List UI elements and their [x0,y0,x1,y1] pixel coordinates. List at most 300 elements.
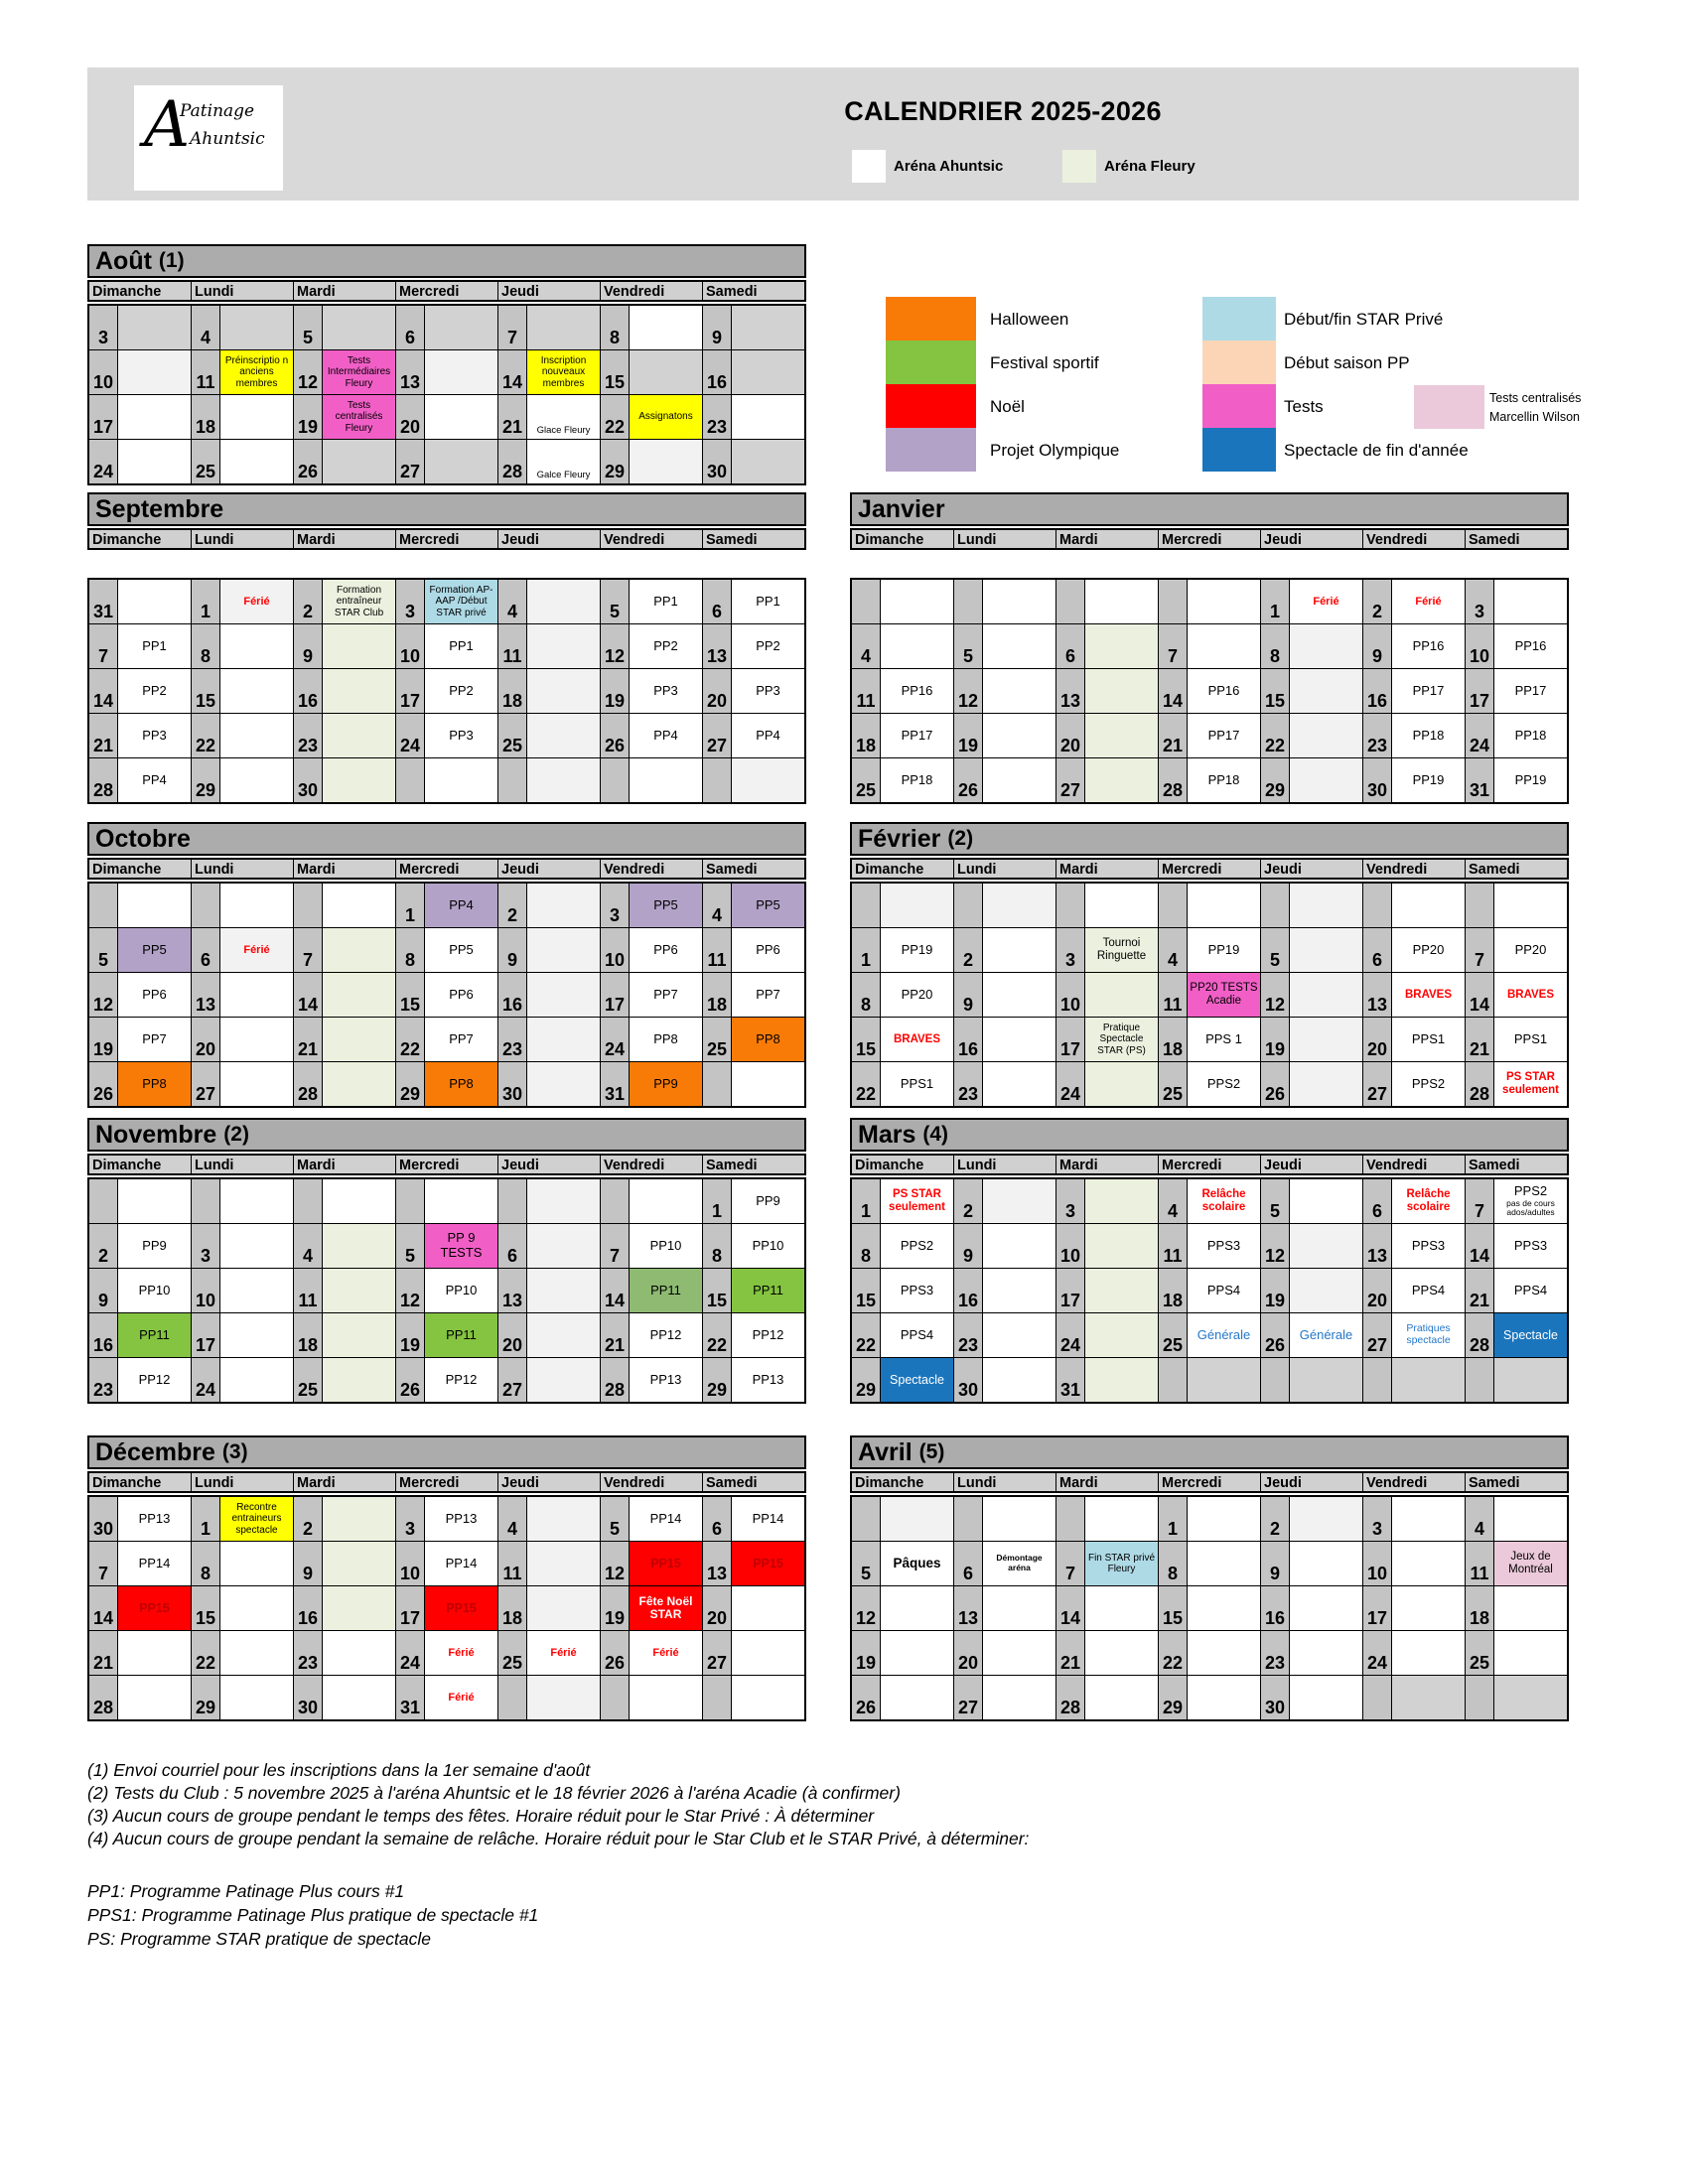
day-cell [601,669,703,713]
day-cell [294,624,396,668]
day-event [1392,1497,1465,1541]
day-event [425,669,497,713]
day-number: 21 [294,1018,323,1061]
day-cell [294,1631,396,1675]
day-number: 4 [192,306,220,349]
day-cell [396,714,498,757]
day-event-label: PP5 [756,896,780,912]
week-row [89,1542,804,1586]
week-row [852,1497,1567,1542]
month-title-suffix: (2) [223,1123,249,1146]
day-cell [1466,1631,1567,1675]
day-cell [601,714,703,757]
day-event [1392,1676,1465,1719]
day-number: 16 [294,669,323,713]
day-cell [1261,928,1363,972]
day-header-mardi: Mardi [1056,1473,1159,1491]
day-cell [89,395,192,439]
day-cell [1363,580,1466,623]
day-event [630,1542,702,1585]
day-event [732,758,804,802]
day-event-label: PPS3 [1411,1237,1446,1253]
day-cell [1466,1313,1567,1357]
day-number: 1 [1159,1497,1188,1541]
arena-fleury-label: Aréna Fleury [1104,158,1196,175]
day-number: 19 [396,1313,425,1357]
header-gap [87,550,806,576]
day-event-label: Férié [243,943,270,956]
day-number: 1 [192,580,220,623]
day-event-label: Férié [652,1646,679,1659]
day-event-label: PP1 [142,637,167,653]
day-number: 23 [703,395,732,439]
day-cell [498,1224,601,1268]
day-header-dimanche: Dimanche [852,860,954,878]
day-number: 26 [89,1062,118,1106]
day-cell [1363,884,1466,927]
day-event [527,758,600,802]
day-number: 14 [1466,973,1494,1017]
day-event [630,350,702,394]
day-event [118,928,191,972]
day-cell [601,1542,703,1585]
day-number: 7 [89,1542,118,1585]
day-number: 4 [294,1224,323,1268]
day-event [732,624,804,668]
day-event-label: Pratiques spectacle [1406,1322,1451,1346]
day-event-label: PP15 [753,1557,783,1570]
day-number: 30 [1261,1676,1290,1719]
day-header-row [87,280,806,302]
day-header-samedi: Samedi [706,532,758,548]
day-number: 10 [1466,624,1494,668]
day-event [1392,1313,1465,1357]
week-row [89,1062,804,1106]
day-cell [954,1542,1056,1585]
day-event [220,1018,293,1061]
day-number: 18 [498,669,527,713]
day-event [1392,973,1465,1017]
day-cell [294,928,396,972]
day-event-label: PP9 [142,1237,167,1253]
day-number: 10 [601,928,630,972]
day-event-label: Galce Fleury [536,470,591,481]
day-number: 28 [89,758,118,802]
day-number: 4 [1159,1179,1188,1223]
month-novembre [87,1118,806,1404]
day-cell [294,1062,396,1106]
day-cell [1056,1269,1159,1312]
day-event [220,669,293,713]
day-cell [498,1062,601,1106]
day-number: 6 [954,1542,983,1585]
day-cell [396,1018,498,1061]
day-number: 10 [192,1269,220,1312]
day-number: 25 [703,1018,732,1061]
day-cell [396,395,498,439]
day-event-label: PP7 [142,1030,167,1046]
day-cell [89,1224,192,1268]
day-number: 13 [703,1542,732,1585]
day-header-row [850,528,1569,550]
day-number [89,1179,118,1223]
day-number: 9 [1363,624,1392,668]
day-cell [601,928,703,972]
day-event [1392,1631,1465,1675]
day-event-label: PP5 [653,896,678,912]
month-title-decembre [87,1435,806,1469]
day-event [425,1179,497,1223]
day-cell [954,1179,1056,1223]
day-cell [1466,714,1567,757]
day-number: 9 [954,1224,983,1268]
day-cell [703,1224,804,1268]
month-title-suffix: (2) [947,827,974,850]
day-cell [601,624,703,668]
day-event [425,973,497,1017]
day-number: 27 [192,1062,220,1106]
day-event [220,350,293,394]
day-event-label: PP20 [1412,941,1445,957]
day-event-label: PP14 [445,1555,478,1570]
day-cell [1466,1676,1567,1719]
day-event-label: PP17 [1207,727,1240,743]
day-event [527,580,600,623]
day-number: 5 [1261,928,1290,972]
week-row [852,1313,1567,1358]
day-header-mercredi: Mercredi [396,860,498,878]
day-event [1290,1676,1362,1719]
day-event-label: PPS1 [1513,1030,1548,1046]
day-number: 27 [1363,1313,1392,1357]
day-number: 15 [601,350,630,394]
day-number: 6 [703,580,732,623]
day-number: 22 [192,714,220,757]
day-event [323,1224,395,1268]
day-number: 31 [601,1062,630,1106]
day-header-mardi: Mardi [294,530,396,548]
week-row [852,1586,1567,1631]
day-cell [89,758,192,802]
legend-label-halloween: Halloween [990,310,1069,329]
day-cell [1159,1269,1261,1312]
day-event [1392,669,1465,713]
day-event-label: Relâche scolaire [1406,1188,1451,1213]
day-event [323,580,395,623]
day-number: 7 [1466,928,1494,972]
day-event [1188,1018,1260,1061]
day-number: 5 [294,306,323,349]
day-event [732,1631,804,1675]
day-cell [1159,1062,1261,1106]
abbreviation-line: PS: Programme STAR pratique de spectacle [87,1929,431,1949]
day-cell [601,1586,703,1630]
day-event [983,580,1055,623]
day-event-label: PP1 [756,593,780,609]
day-cell [1363,1542,1466,1585]
day-event [1085,758,1158,802]
day-number: 30 [498,1062,527,1106]
week-row [89,624,804,669]
day-number: 18 [852,714,881,757]
day-cell [89,306,192,349]
day-event [425,928,497,972]
day-event [732,884,804,927]
day-event-label: PP9 [756,1192,780,1208]
day-number: 15 [396,973,425,1017]
day-number: 17 [89,395,118,439]
day-cell [396,973,498,1017]
day-event [1392,928,1465,972]
day-event [527,1358,600,1402]
day-event [527,884,600,927]
day-event-label: PP11 [753,1282,783,1297]
day-event [527,1062,600,1106]
day-number: 3 [89,306,118,349]
day-cell [294,714,396,757]
day-number: 29 [396,1062,425,1106]
day-event [323,973,395,1017]
day-number: 20 [498,1313,527,1357]
day-number: 18 [294,1313,323,1357]
day-number: 6 [498,1224,527,1268]
day-event [1085,714,1158,757]
day-header-dimanche: Dimanche [89,860,192,878]
day-number: 17 [1056,1269,1085,1312]
day-event [1494,1586,1567,1630]
day-header-mercredi: Mercredi [396,1156,498,1173]
week-row [89,440,804,483]
day-number: 1 [852,1179,881,1223]
day-header-samedi: Samedi [1469,1475,1520,1491]
day-header-lundi: Lundi [192,282,294,300]
day-cell [1261,1224,1363,1268]
day-header-jeudi: Jeudi [1261,1473,1363,1491]
week-row [852,714,1567,758]
day-number: 29 [852,1358,881,1402]
day-number [294,884,323,927]
day-cell [294,669,396,713]
day-number: 25 [1466,1631,1494,1675]
day-number [1466,1358,1494,1402]
day-event [323,1269,395,1312]
day-event [118,758,191,802]
day-number [1363,884,1392,927]
day-number: 11 [1159,973,1188,1017]
day-number: 10 [89,350,118,394]
day-number: 2 [294,580,323,623]
day-event-label: PP4 [142,771,167,787]
day-cell [703,1062,804,1106]
day-cell [1261,1542,1363,1585]
day-event [732,350,804,394]
day-event [1085,973,1158,1017]
day-number: 1 [852,928,881,972]
legend-label-debut-fin-star-prive: Début/fin STAR Privé [1284,310,1444,329]
day-event-label: PP16 [1207,682,1240,698]
day-number: 4 [852,624,881,668]
day-cell [396,669,498,713]
day-cell [1056,1358,1159,1402]
day-event [118,1269,191,1312]
day-number [703,1062,732,1106]
day-event [732,1062,804,1106]
day-cell [703,884,804,927]
day-event [1494,1676,1567,1719]
day-number: 10 [1056,1224,1085,1268]
day-cell [954,1313,1056,1357]
day-number: 2 [1261,1497,1290,1541]
day-event [1494,1018,1567,1061]
day-cell [1261,1586,1363,1630]
day-cell [294,1358,396,1402]
day-number [294,1179,323,1223]
day-number [954,884,983,927]
day-number: 18 [1466,1586,1494,1630]
day-event [983,1269,1055,1312]
day-cell [954,1062,1056,1106]
day-cell [1363,1586,1466,1630]
day-number: 22 [703,1313,732,1357]
day-number: 30 [294,758,323,802]
day-cell [1261,1497,1363,1541]
day-number: 17 [1466,669,1494,713]
day-event [881,1676,953,1719]
day-event [630,395,702,439]
day-cell [601,440,703,483]
day-number: 6 [1363,1179,1392,1223]
day-event [527,973,600,1017]
day-cell [601,350,703,394]
day-cell [1056,928,1159,972]
day-event-label: PP7 [756,986,780,1002]
day-header-mardi: Mardi [1056,530,1159,548]
day-cell [1466,1179,1567,1223]
day-number: 28 [1466,1062,1494,1106]
day-cell [1261,669,1363,713]
day-event [1188,928,1260,972]
day-cell [294,1018,396,1061]
day-number [852,1497,881,1541]
day-cell [498,580,601,623]
day-event-label: Formation entraîneur STAR Club [334,585,384,618]
month-body [850,578,1569,804]
day-cell [1159,1018,1261,1061]
week-row [89,928,804,973]
day-event [732,1269,804,1312]
day-number [703,758,732,802]
day-event [1494,624,1567,668]
day-event-label: Férié [448,1691,475,1704]
day-number [498,1676,527,1719]
day-number: 31 [396,1676,425,1719]
day-cell [192,758,294,802]
day-cell [1056,669,1159,713]
day-number: 22 [192,1631,220,1675]
day-event-label: PP16 [901,682,933,698]
day-event [983,714,1055,757]
day-event [983,758,1055,802]
day-number [1056,1497,1085,1541]
day-event-label: Spectacle [1503,1328,1558,1342]
day-event [220,1542,293,1585]
day-number: 17 [1363,1586,1392,1630]
day-number: 11 [1466,1542,1494,1585]
day-header-lundi: Lundi [954,1473,1056,1491]
day-cell [954,580,1056,623]
day-number [954,1497,983,1541]
day-event [118,1542,191,1585]
day-number: 3 [1363,1497,1392,1541]
month-title-avril [850,1435,1569,1469]
day-event-label: PP18 [1207,771,1240,787]
day-cell [1159,1358,1261,1402]
day-number: 15 [852,1018,881,1061]
day-event [527,395,600,439]
day-cell [294,1269,396,1312]
day-cell [954,1224,1056,1268]
day-event [425,1358,497,1402]
day-number: 31 [1466,758,1494,802]
month-title-text: Décembre [95,1437,215,1466]
week-row [89,1018,804,1062]
day-event-label: PP8 [449,1075,474,1091]
day-event [323,395,395,439]
day-cell [1261,758,1363,802]
day-number [601,1179,630,1223]
day-event [732,395,804,439]
day-event [630,714,702,757]
day-number [396,758,425,802]
day-event [881,758,953,802]
day-number: 19 [1261,1018,1290,1061]
day-event [983,928,1055,972]
day-event [881,1542,953,1585]
day-cell [192,973,294,1017]
day-event [118,1224,191,1268]
day-number [1159,1358,1188,1402]
day-cell [192,1313,294,1357]
day-number: 8 [192,624,220,668]
day-cell [1056,580,1159,623]
day-event-label: PP14 [138,1555,171,1570]
day-number: 2 [294,1497,323,1541]
day-number: 28 [1159,758,1188,802]
day-event-label: PP14 [649,1510,682,1526]
month-body [87,304,806,485]
day-number: 29 [601,440,630,483]
day-cell [601,1313,703,1357]
day-cell [1056,1179,1159,1223]
day-header-samedi: Samedi [706,862,758,878]
day-event [220,306,293,349]
day-cell [1466,1269,1567,1312]
day-cell [396,1179,498,1223]
day-event [732,1224,804,1268]
day-event [1494,1542,1567,1585]
day-number: 5 [396,1224,425,1268]
day-event [1494,884,1567,927]
day-number: 18 [703,973,732,1017]
week-row [89,395,804,440]
day-cell [852,1224,954,1268]
month-title-fevrier [850,822,1569,856]
day-number: 7 [1056,1542,1085,1585]
day-cell [852,1497,954,1541]
day-number: 1 [396,884,425,927]
day-number: 15 [192,669,220,713]
day-event-label: PP2 [449,682,474,698]
